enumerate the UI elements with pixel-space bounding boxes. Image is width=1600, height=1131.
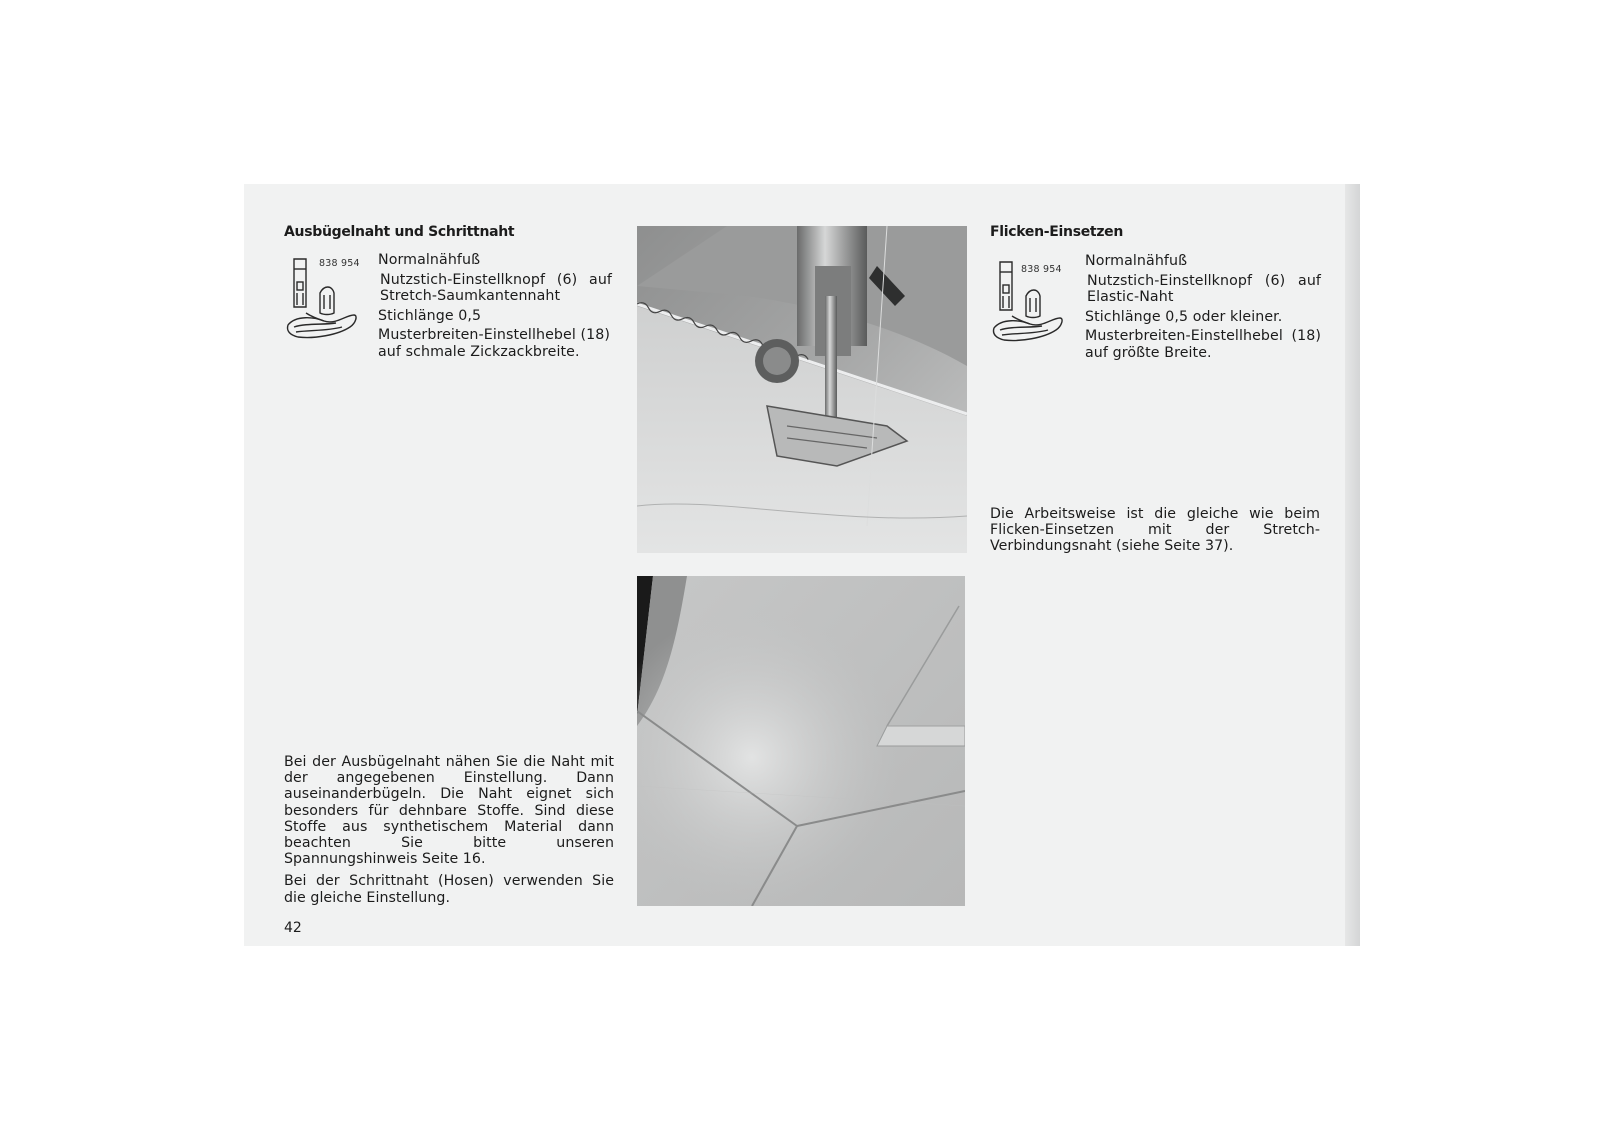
right-settings-list — [1085, 253, 1321, 364]
setting-foot: Normalnähfuß — [1085, 253, 1188, 269]
setting-foot: Normalnähfuß — [378, 252, 481, 268]
paragraph-ausbuegelnaht: Bei der Ausbügelnaht nähen Sie die Naht mit der angegebenen Einstellung. Dann auseinanderbügeln. Die Naht eignet sich besonders für dehnbare Stoffe. Sind diese Stoffe aus synthetischem Material dann beachten Sie bitte unseren Spannungshinweis Seite 16. — [284, 754, 614, 868]
finished-seam-photo — [637, 576, 965, 906]
paragraph-flicken: Die Arbeitsweise ist die gleiche wie beim Flicken-Einsetzen mit der Stretch-Verbindungsnaht (siehe Seite 37). — [990, 506, 1320, 555]
setting-width-lever: Musterbreiten-Einstellhebel (18) auf größte Breite. — [1085, 328, 1321, 361]
page-edge-shadow — [1345, 184, 1360, 946]
paragraph-schrittnaht: Bei der Schrittnaht (Hosen) verwenden Sie die gleiche Einstellung. — [284, 873, 614, 906]
setting-stitch-length: Stichlänge 0,5 — [378, 307, 482, 324]
right-body-text — [990, 506, 1320, 561]
foot-part-number: 838 954 — [1021, 264, 1062, 275]
left-body-text — [284, 754, 614, 912]
setting-width-lever: Musterbreiten-Einstellhebel (18) auf schmale Zickzackbreite. — [378, 327, 611, 360]
right-section-heading: Flicken-Einsetzen — [990, 224, 1124, 240]
page-number: 42 — [284, 920, 302, 936]
setting-stitch-knob: Nutzstich-Einstellknopf (6) auf Stretch-Saumkantennaht — [380, 271, 612, 304]
setting-stitch-length: Stichlänge 0,5 oder kleiner. — [1085, 308, 1283, 325]
sewing-machine-photo — [637, 226, 967, 553]
left-settings-list — [378, 252, 612, 363]
setting-stitch-knob: Nutzstich-Einstellknopf (6) auf Elastic-Naht — [1087, 272, 1321, 305]
foot-part-number: 838 954 — [319, 258, 360, 269]
left-section-heading: Ausbügelnaht und Schrittnaht — [284, 224, 515, 240]
